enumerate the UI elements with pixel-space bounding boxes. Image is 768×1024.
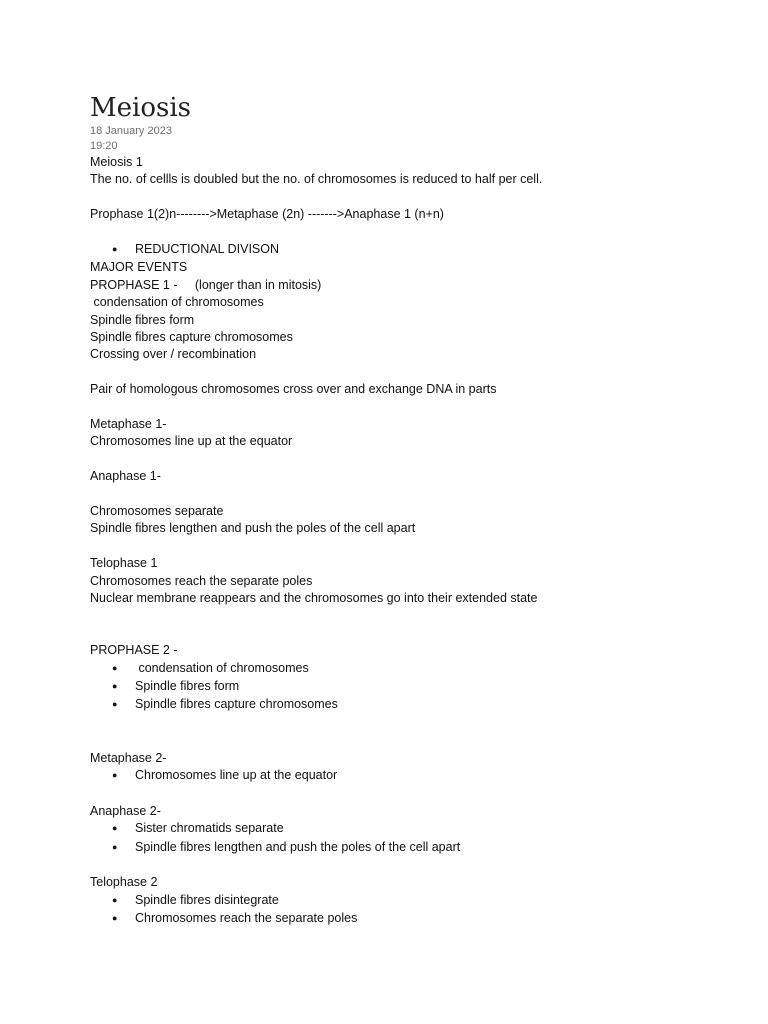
list-item-text: Chromosomes reach the separate poles bbox=[135, 911, 358, 926]
text-line: Nuclear membrane reappears and the chromosomes go into their extended state bbox=[90, 591, 538, 606]
bullet-icon: ● bbox=[112, 894, 118, 905]
list-item bbox=[90, 892, 730, 910]
spacer bbox=[90, 189, 730, 206]
text-line: Chromosomes separate bbox=[90, 504, 224, 519]
page-title: Meiosis bbox=[90, 93, 191, 123]
spacer bbox=[90, 399, 730, 416]
text-line: Metaphase 2- bbox=[90, 750, 167, 765]
spacer bbox=[90, 785, 730, 802]
note-time: 19:20 bbox=[90, 140, 118, 152]
list-item bbox=[90, 678, 730, 696]
text-line: Anaphase 1- bbox=[90, 469, 161, 484]
note-date: 18 January 2023 bbox=[90, 125, 172, 137]
heading-meiosis-1: Meiosis 1 bbox=[90, 155, 143, 169]
list-item bbox=[90, 910, 730, 928]
spacer bbox=[90, 857, 730, 874]
bullet-icon: ● bbox=[112, 823, 118, 834]
bullet-icon: ● bbox=[112, 841, 118, 852]
list-item bbox=[90, 660, 730, 678]
spacer bbox=[90, 364, 730, 381]
bullet-icon: ● bbox=[112, 699, 118, 710]
text-line: PROPHASE 2 - bbox=[90, 643, 178, 658]
text-line: condensation of chromosomes bbox=[90, 295, 264, 310]
text-line: Spindle fibres lengthen and push the poles of the cell apart bbox=[90, 521, 416, 536]
list-item-text: condensation of chromosomes bbox=[135, 660, 309, 675]
bullet-icon: ● bbox=[112, 662, 118, 673]
note-page bbox=[90, 92, 730, 929]
text-line: PROPHASE 1 - (longer than in mitosis) bbox=[90, 277, 322, 292]
spacer bbox=[90, 538, 730, 555]
list-item-text: REDUCTIONAL DIVISON bbox=[135, 242, 280, 256]
spacer bbox=[90, 715, 730, 750]
list-item-text: Sister chromatids separate bbox=[135, 821, 284, 836]
list-item-text: Spindle fibres disintegrate bbox=[135, 892, 279, 907]
text-line: Anaphase 2- bbox=[90, 803, 161, 818]
list-item bbox=[90, 241, 730, 259]
text-line: Prophase 1(2)n-------->Metaphase (2n) ------->Anaphase 1 (n+n) bbox=[90, 207, 444, 222]
text-line: Spindle fibres capture chromosomes bbox=[90, 330, 293, 345]
text-line: MAJOR EVENTS bbox=[90, 260, 188, 275]
bullet-icon: ● bbox=[112, 681, 118, 692]
spacer bbox=[90, 486, 730, 503]
list-item-text: Chromosomes line up at the equator bbox=[135, 768, 338, 783]
text-line: Crossing over / recombination bbox=[90, 347, 257, 362]
spacer bbox=[90, 607, 730, 642]
list-item bbox=[90, 839, 730, 857]
list-item-text: Spindle fibres lengthen and push the poles of the cell apart bbox=[135, 839, 461, 854]
spacer bbox=[90, 451, 730, 468]
text-line: Chromosomes reach the separate poles bbox=[90, 573, 313, 588]
text-line: Pair of homologous chromosomes cross over and exchange DNA in parts bbox=[90, 382, 497, 397]
bullet-icon: ● bbox=[112, 770, 118, 781]
text-line: Spindle fibres form bbox=[90, 312, 195, 327]
list-item-text: Spindle fibres form bbox=[135, 679, 240, 694]
bullet-icon: ● bbox=[112, 244, 118, 254]
spacer bbox=[90, 224, 730, 241]
text-line: Chromosomes line up at the equator bbox=[90, 434, 293, 449]
text-line: Telophase 2 bbox=[90, 875, 158, 890]
list-item bbox=[90, 767, 730, 785]
text-line: Metaphase 1- bbox=[90, 417, 167, 432]
list-item-text: Spindle fibres capture chromosomes bbox=[135, 697, 338, 712]
bullet-icon: ● bbox=[112, 913, 118, 924]
text-line: The no. of cellls is doubled but the no. of chromosomes is reduced to half per cell. bbox=[90, 172, 543, 187]
list-item bbox=[90, 696, 730, 714]
text-line: Telophase 1 bbox=[90, 556, 158, 571]
list-item bbox=[90, 820, 730, 838]
